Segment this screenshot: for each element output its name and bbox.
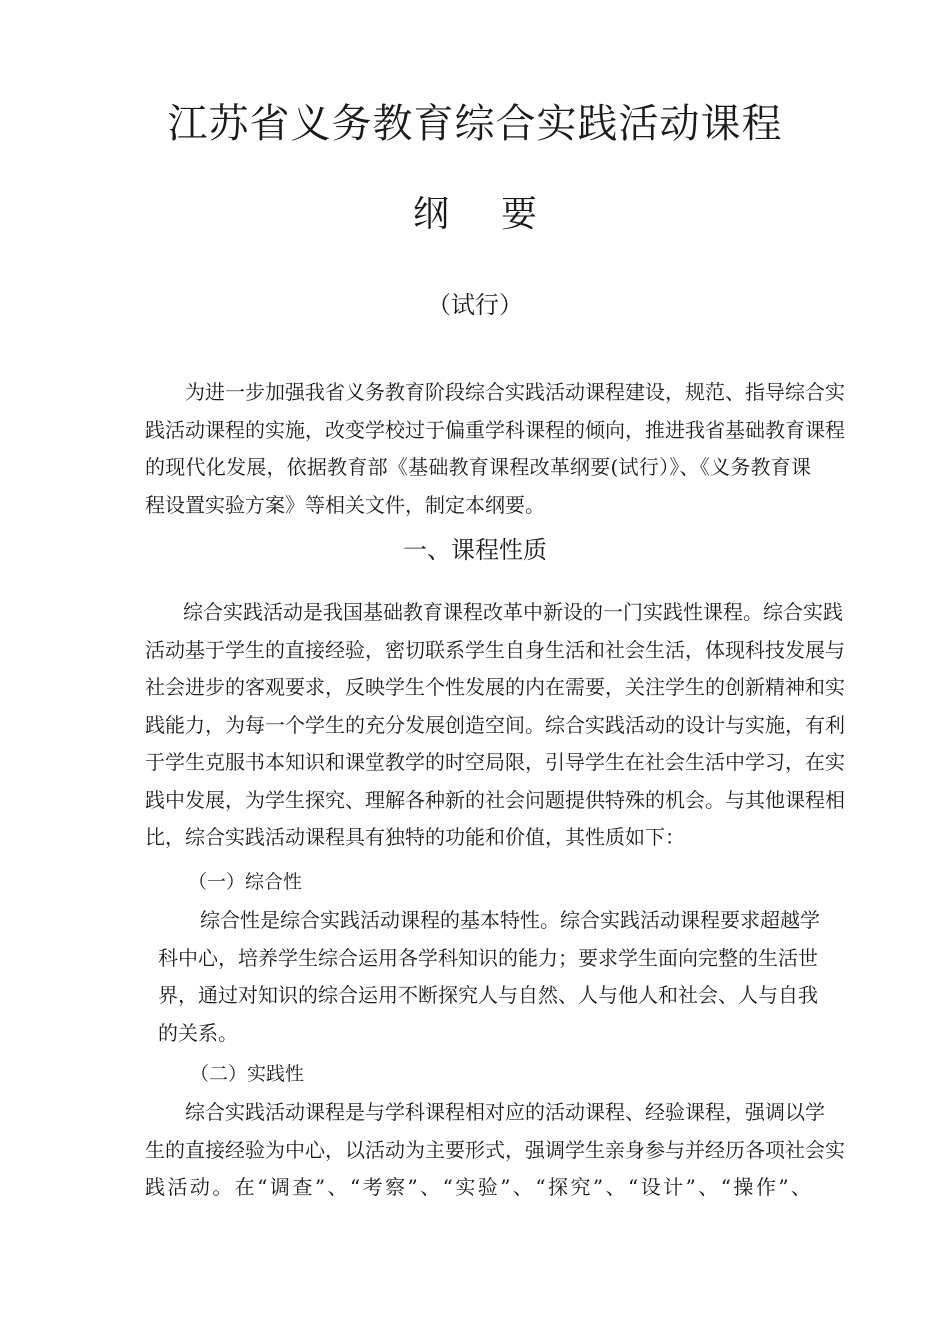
section1-line-4: 践能力，为每一个学生的充分发展创造空间。综合实践活动的设计与实施，有利 xyxy=(145,712,845,737)
intro-line-1: 为进一步加强我省义务教育阶段综合实践活动课程建设，规范、指导综合实 xyxy=(185,380,845,404)
subsection2-line-1: 综合实践活动课程是与学科课程相对应的活动课程、经验课程，强调以学 xyxy=(185,1100,825,1124)
intro-paragraph xyxy=(145,374,845,524)
document-title: 江苏省义务教育综合实践活动课程 xyxy=(167,101,783,147)
subsection2-line-2: 生的直接经验为中心，以活动为主要形式，强调学生亲身参与并经历各项社会实 xyxy=(145,1137,845,1162)
section-heading-course-nature: 一、课程性质 xyxy=(403,536,547,564)
subsection-heading-comprehensive: （一）综合性 xyxy=(188,871,303,893)
intro-line-4: 程设置实验方案》等相关文件，制定本纲要。 xyxy=(145,492,545,517)
section1-line-1: 综合实践活动是我国基础教育课程改革中新设的一门实践性课程。综合实践 xyxy=(183,600,843,624)
trial-label: （试行） xyxy=(427,291,523,319)
subtitle-char-right: 要 xyxy=(501,194,538,235)
subsection1-line-4: 的关系。 xyxy=(158,1020,238,1045)
intro-line-3: 的现代化发展，依据教育部《基础教育课程改革纲要(试行）》、《义务教育课 xyxy=(145,455,811,479)
subsection2-line-3: 践活动。在“调查”、“考察”、“实验”、“探究”、“设计”、“操作”、 xyxy=(145,1175,811,1199)
section1-line-2: 活动基于学生的直接经验，密切联系学生自身生活和社会生活，体现科技发展与 xyxy=(145,637,845,662)
subsection2-paragraph xyxy=(145,1094,845,1207)
subsection1-paragraph xyxy=(158,902,820,1052)
subtitle-char-left: 纲 xyxy=(412,194,449,235)
section1-line-6: 践中发展，为学生探究、理解各种新的社会问题提供特殊的机会。与其他课程相 xyxy=(145,787,845,812)
intro-line-2: 践活动课程的实施，改变学校过于偏重学科课程的倾向，推进我省基础教育课程 xyxy=(145,417,845,442)
section1-line-7: 比，综合实践活动课程具有独特的功能和价值，其性质如下： xyxy=(145,825,685,849)
subsection1-line-3: 界，通过对知识的综合运用不断探究人与自然、人与他人和社会、人与自我 xyxy=(158,983,818,1007)
subsection1-line-1: 综合性是综合实践活动课程的基本特性。综合实践活动课程要求超越学 xyxy=(200,908,820,932)
section1-line-3: 社会进步的客观要求，反映学生个性发展的内在需要，关注学生的创新精神和实 xyxy=(145,675,845,699)
subsection-heading-practical: （二）实践性 xyxy=(190,1063,305,1085)
document-subtitle xyxy=(0,190,950,240)
section1-line-5: 于学生克服书本知识和课堂教学的时空局限，引导学生在社会生活中学习，在实 xyxy=(145,750,845,774)
section1-paragraph xyxy=(145,594,845,857)
subsection1-line-2: 科中心，培养学生综合运用各学科知识的能力；要求学生面向完整的生活世 xyxy=(158,945,818,970)
